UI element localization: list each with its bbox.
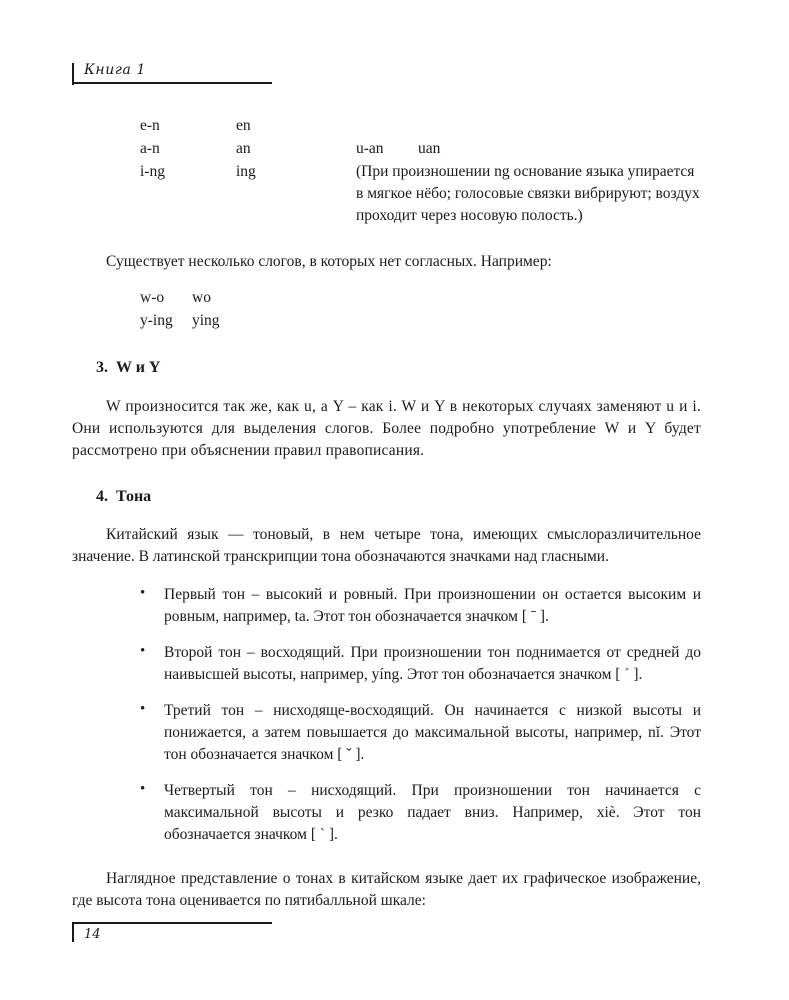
list-item: • Третий тон – нисходяще-восходящий. Он начинается с низкой высоты и понижается, а затем повышается до максимальной высоты, например, nǐ. Этот тон обозначается значком [ ˇ ]. <box>140 700 701 766</box>
section-heading-wy <box>96 357 701 380</box>
syllables-table <box>140 287 701 332</box>
paragraph-wy-body: W произносится так же, как u, а Y – как i. W и Y в некоторых случаях заменяют u и i. Они используются для выделения слогов. Более подробно употребление W и Y будет рассмотрено при объяснении правил правописания. <box>72 397 701 459</box>
table-row <box>140 115 701 137</box>
tones-list <box>72 584 701 846</box>
section-title: Тона <box>116 487 152 505</box>
running-head <box>72 62 272 89</box>
final-cell-c: u-an <box>356 140 384 157</box>
final-cell-b: en <box>236 117 251 134</box>
section-title: W и Y <box>116 359 161 376</box>
section-heading-tones <box>96 486 701 509</box>
paragraph-no-consonants: Существует несколько слогов, в которых нет согласных. Например: <box>106 253 552 270</box>
final-cell-a: i-ng <box>140 163 165 180</box>
syllable-cell-b: wo <box>192 289 211 306</box>
paragraph-tones-intro: Китайский язык — тоновый, в нем четыре тона, имеющих смыслоразличительное значение. В латинской транскрипции тона обозначаются значками над гласными. <box>72 526 701 566</box>
final-cell-a: e-n <box>140 117 160 134</box>
table-row <box>140 161 701 227</box>
syllable-cell-a: w-o <box>140 289 165 306</box>
section-number: 3. <box>96 359 108 376</box>
syllable-cell-a: y-ing <box>140 312 173 329</box>
table-row <box>140 287 701 309</box>
running-head-title: Книга 1 <box>84 62 147 78</box>
list-item: • Первый тон – высокий и ровный. При произношении он остается высоким и ровным, например, ta. Этот тон обозначается значком [ ˉ ]. <box>140 584 701 628</box>
table-row <box>140 138 701 160</box>
table-row <box>140 310 701 332</box>
page-footer <box>72 922 272 942</box>
section-number: 4. <box>96 487 108 505</box>
final-cell-b: an <box>236 140 251 157</box>
paragraph-tones-closing: Наглядное представление о тонах в китайском языке дает их графическое изображение, где высота тона оценивается по пятибалльной шкале: <box>72 870 701 910</box>
finals-note: (При произношении ng основание языка упирается в мягкое нёбо; голосовые связки вибрируют; воздух проходит через носовую полость.) <box>356 163 700 224</box>
final-cell-a: a-n <box>140 140 160 157</box>
final-cell-d: uan <box>418 140 441 157</box>
finals-table <box>140 115 701 227</box>
page-number: 14 <box>84 927 101 942</box>
footer-tick-mark <box>72 922 74 942</box>
final-cell-b: ing <box>236 163 256 180</box>
list-item: • Четвертый тон – нисходящий. При произношении тон начинается с максимальной высоты и резко падает вниз. Например, xiè. Этот тон обозначается значком [ ` ]. <box>140 780 701 846</box>
header-tick-mark <box>72 63 74 85</box>
page-body <box>72 115 701 912</box>
list-item: • Второй тон – восходящий. При произношении тон поднимается от средней до наивысшей высоты, например, yíng. Этот тон обозначается значком [ ´ ]. <box>140 642 701 686</box>
syllable-cell-b: ying <box>192 312 220 329</box>
header-rule <box>72 82 272 84</box>
